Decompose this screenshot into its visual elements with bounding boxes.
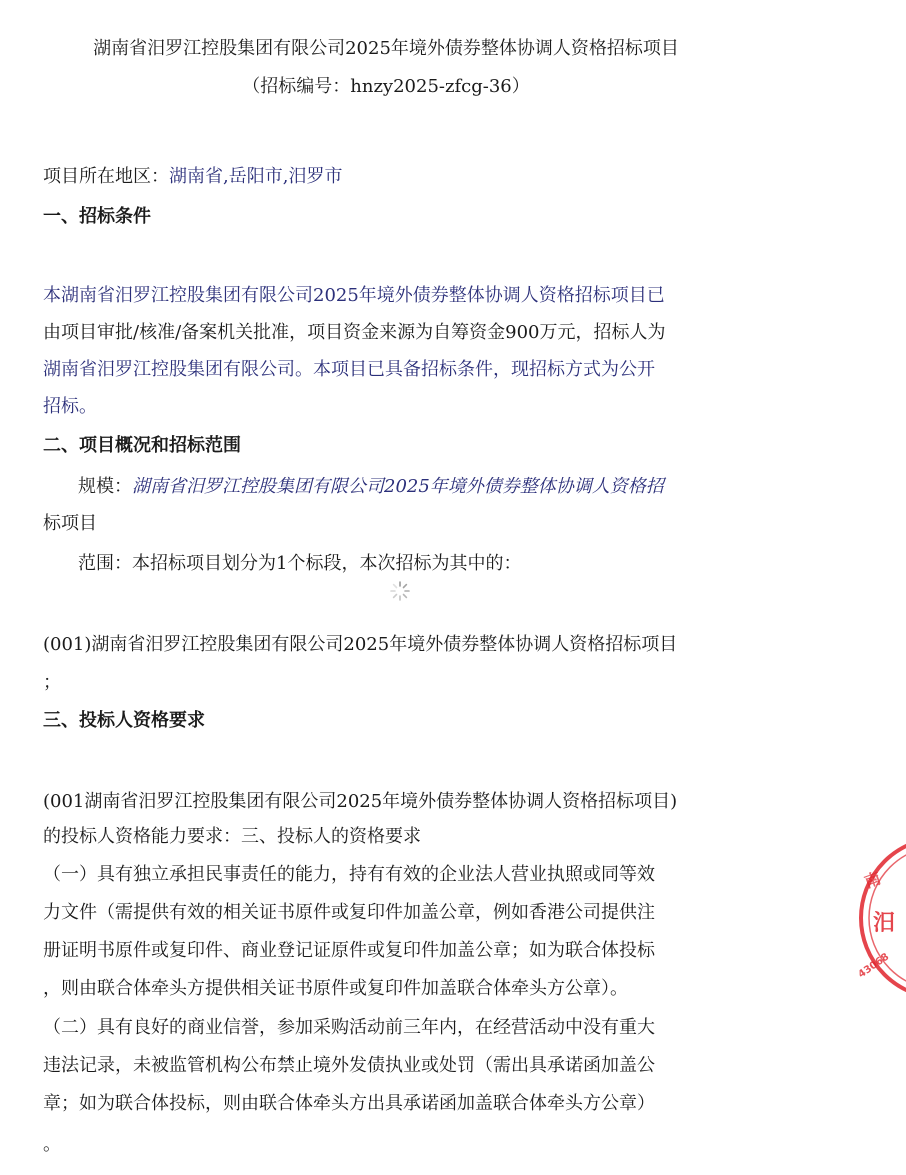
section-3-heading: 三、投标人资格要求 bbox=[43, 710, 205, 731]
scale-line bbox=[78, 474, 664, 500]
qual1-line-4: ，则由联合体牵头方提供相关证书原件或复印件加盖联合体牵头方公章）。 bbox=[43, 978, 628, 999]
qual2-line-2: 违法记录，未被监管机构公布禁止境外发债执业或处罚（需出具承诺函加盖公 bbox=[43, 1055, 655, 1076]
loading-spinner-icon bbox=[389, 580, 411, 602]
range-line: 范围：本招标项目划分为1个标段，本次招标为其中的： bbox=[78, 553, 522, 574]
qual2-line-end: 。 bbox=[43, 1134, 61, 1155]
document-title: 湖南省汨罗江控股集团有限公司2025年境外债券整体协调人资格招标项目 bbox=[93, 38, 679, 59]
qual1-line-3: 册证明书原件或复印件、商业登记证原件或复印件加盖公章；如为联合体投标 bbox=[43, 940, 655, 961]
svg-text:南: 南 bbox=[861, 868, 884, 892]
scale-value: 湖南省汨罗江控股集团有限公司2025年境外债券整体协调人资格招 bbox=[132, 476, 664, 497]
lot-line: (001)湖南省汨罗江控股集团有限公司2025年境外债券整体协调人资格招标项目 bbox=[43, 634, 678, 655]
qual-line-2: 的投标人资格能力要求：三、投标人的资格要求 bbox=[43, 826, 421, 847]
project-region bbox=[43, 164, 342, 190]
qual-line-1: (001湖南省汨罗江控股集团有限公司2025年境外债券整体协调人资格招标项目) bbox=[43, 791, 678, 812]
region-value: 湖南省,岳阳市,汨罗市 bbox=[169, 166, 343, 187]
tender-code: （招标编号：hnzy2025-zfcg-36） bbox=[242, 76, 530, 97]
scale-continuation: 标项目 bbox=[43, 513, 97, 534]
section-1-heading: 一、招标条件 bbox=[43, 206, 151, 227]
official-seal-stamp bbox=[845, 838, 906, 998]
qual1-line-1: （一）具有独立承担民事责任的能力，持有有效的企业法人营业执照或同等效 bbox=[43, 864, 655, 885]
lot-line-end: ； bbox=[43, 672, 61, 693]
sec1-line-4: 招标。 bbox=[43, 396, 97, 417]
svg-text:43068: 43068 bbox=[856, 951, 892, 981]
sec1-line-3: 湖南省汨罗江控股集团有限公司。本项目已具备招标条件，现招标方式为公开 bbox=[43, 359, 655, 380]
sec1-line-1: 本湖南省汨罗江控股集团有限公司2025年境外债券整体协调人资格招标项目已 bbox=[43, 285, 665, 306]
qual2-line-3: 章；如为联合体投标，则由联合体牵头方出具承诺函加盖联合体牵头方公章） bbox=[43, 1093, 655, 1114]
section-2-heading: 二、项目概况和招标范围 bbox=[43, 435, 241, 456]
svg-text:汨: 汨 bbox=[873, 911, 896, 936]
qual1-line-2: 力文件（需提供有效的相关证书原件或复印件加盖公章，例如香港公司提供注 bbox=[43, 902, 655, 923]
region-label: 项目所在地区： bbox=[43, 166, 169, 187]
qual2-line-1: （二）具有良好的商业信誉，参加采购活动前三年内，在经营活动中没有重大 bbox=[43, 1017, 655, 1038]
sec1-line-2: 由项目审批/核准/备案机关批准，项目资金来源为自筹资金900万元，招标人为 bbox=[43, 322, 666, 343]
scale-label: 规模： bbox=[78, 476, 132, 497]
